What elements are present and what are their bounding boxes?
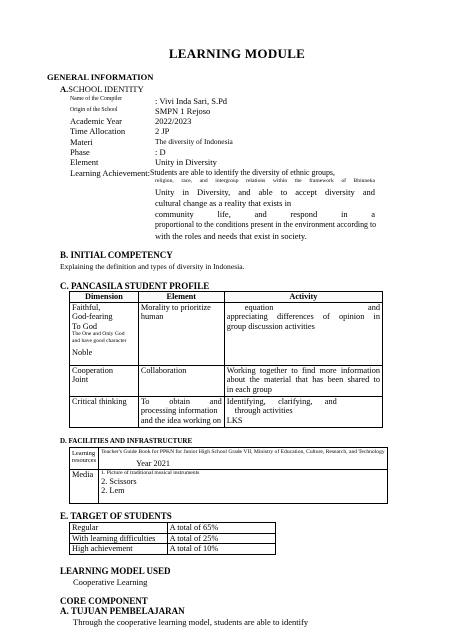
- target-label: With learning difficulties: [70, 533, 168, 544]
- cell-line: To God: [72, 321, 97, 331]
- target-label: High achievement: [70, 544, 168, 555]
- cell-line: group discussion activities: [226, 321, 315, 331]
- cell-line: appreciating differences of opinion in: [226, 312, 380, 321]
- table-row: [70, 544, 276, 555]
- achievement-line: community life, and respond in a: [155, 209, 375, 219]
- cell-line: Faithful,: [72, 302, 101, 312]
- media-cell: [99, 469, 388, 503]
- learning-model-heading: LEARNING MODEL USED: [60, 566, 171, 576]
- materi-value: The diversity of Indonesia: [155, 137, 233, 146]
- school-origin-label: Origin of the School: [70, 107, 118, 113]
- media-item: 2. Lem: [101, 486, 125, 495]
- cell-line: Collaboration: [140, 365, 187, 375]
- compiler-value: : Vivi Inda Sari, S.Pd: [155, 96, 228, 106]
- cell-line: To obtain and: [140, 396, 222, 406]
- achievement-line: religion, race, and intergroup relations within the framework of Bhinneka: [155, 178, 375, 184]
- table-row: [70, 365, 383, 396]
- activity-cell: [224, 396, 382, 427]
- target-heading: E. TARGET OF STUDENTS: [60, 511, 172, 521]
- cell-line: Working together to find more information: [226, 365, 380, 375]
- school-identity-heading: [60, 84, 144, 94]
- initial-competency-text: Explaining the definition and types of diversity in Indonesia.: [60, 262, 245, 271]
- table-row: [70, 302, 383, 365]
- cell-line: human: [140, 312, 164, 321]
- column-header-activity: Activity: [224, 292, 382, 303]
- cell-line: God-fearing: [72, 312, 113, 321]
- achievement-line: Unity in Diversity, and able to accept diversity and: [155, 187, 375, 197]
- target-table: [69, 522, 276, 555]
- phase-value: : D: [155, 147, 166, 157]
- page-title: LEARNING MODULE: [168, 46, 306, 61]
- cell-line: Joint: [72, 375, 89, 384]
- learning-objectives-text: Through the cooperative learning model, students are able to identify: [73, 617, 309, 627]
- school-identity-title: SCHOOL IDENTITY: [68, 84, 144, 94]
- element-value: Unity in Diversity: [155, 157, 217, 167]
- table-row: [70, 396, 383, 427]
- facilities-heading: D. FACILITIES AND INFRASTRUCTURE: [60, 437, 193, 445]
- activity-cell: [224, 365, 382, 396]
- time-allocation-label: Time Allocation: [70, 126, 126, 136]
- facilities-table: [69, 447, 388, 504]
- learning-model-value: Cooperative Learning: [73, 577, 148, 587]
- cell-line: Identifying, clarifying, and: [226, 396, 337, 406]
- cell-line: and have good character: [72, 338, 127, 344]
- activity-cell: [224, 302, 382, 365]
- pancasila-header-row: [70, 292, 383, 303]
- compiler-label: Name of the Compiler: [70, 96, 122, 102]
- cell-line: equation and: [244, 302, 380, 312]
- achievement-line: Students are able to identify the diversity of ethnic groups,: [150, 168, 335, 177]
- core-component-heading: CORE COMPONENT: [60, 596, 148, 606]
- cell-line: The One and Only God: [72, 331, 125, 337]
- target-label: Regular: [70, 523, 168, 534]
- table-row: [70, 469, 388, 503]
- achievement-label: Learning Achievement:: [70, 168, 151, 178]
- column-header-element: Element: [138, 292, 224, 303]
- dimension-cell: [70, 396, 139, 427]
- learning-resources-value: Teacher's Guide Book for PPKN for Junior High School Grade VII, Ministry of Education, Culture, Research, and Technology: [101, 449, 385, 455]
- achievement-line: with the roles and needs that exist in society.: [155, 231, 307, 241]
- cell-line: Morality to prioritize: [140, 302, 211, 312]
- achievement-line: proportional to the conditions present in the environment according to: [155, 220, 377, 229]
- phase-label: Phase: [70, 147, 90, 157]
- cell-line: Noble: [72, 348, 93, 357]
- cell-line: Cooperation: [72, 365, 114, 375]
- pancasila-heading: C. PANCASILA STUDENT PROFILE: [60, 281, 210, 291]
- media-item: 1. Picture of traditional musical instruments: [101, 469, 200, 476]
- achievement-line: cultural change as a reality that exists in: [155, 198, 292, 208]
- materi-label: Materi: [70, 137, 93, 147]
- general-information-heading: GENERAL INFORMATION: [47, 72, 154, 82]
- school-identity-letter: A.: [60, 84, 69, 94]
- school-origin-value: SMPN 1 Rejoso: [155, 106, 211, 116]
- cell-line: through activities: [234, 406, 293, 415]
- learning-resources-cell: [99, 448, 388, 470]
- learning-resources-label: Learning resources: [70, 448, 99, 470]
- learning-objectives-heading: A. TUJUAN PEMBELAJARAN: [60, 606, 185, 616]
- element-cell: [138, 365, 224, 396]
- dimension-cell: [70, 365, 139, 396]
- element-cell: [138, 302, 224, 365]
- time-allocation-value: 2 JP: [155, 126, 170, 136]
- media-label: Media: [70, 469, 99, 503]
- academic-year-value: 2022/2023: [155, 116, 192, 126]
- initial-competency-heading: B. INITIAL COMPETENCY: [60, 250, 173, 260]
- pancasila-table: [69, 291, 383, 428]
- target-value: A total of 10%: [167, 544, 275, 555]
- cell-line: and the idea working on: [140, 415, 221, 425]
- media-item: 2. Scissors: [101, 476, 137, 486]
- column-header-dimension: Dimension: [70, 292, 139, 303]
- dimension-cell: [70, 302, 139, 365]
- target-value: A total of 65%: [167, 523, 275, 534]
- cell-line: LKS: [226, 415, 243, 425]
- cell-line: processing information: [140, 406, 218, 415]
- element-cell: [138, 396, 224, 427]
- learning-resources-year: Year 2021: [136, 459, 171, 468]
- table-row: [70, 533, 276, 544]
- element-label: Element: [70, 157, 99, 167]
- table-row: [70, 523, 276, 534]
- target-value: A total of 25%: [167, 533, 275, 544]
- cell-line: about the material that has been shared to: [226, 375, 380, 384]
- cell-line: in each group: [226, 384, 272, 394]
- academic-year-label: Academic Year: [70, 116, 122, 126]
- cell-line: Critical thinking: [72, 396, 127, 406]
- table-row: [70, 448, 388, 470]
